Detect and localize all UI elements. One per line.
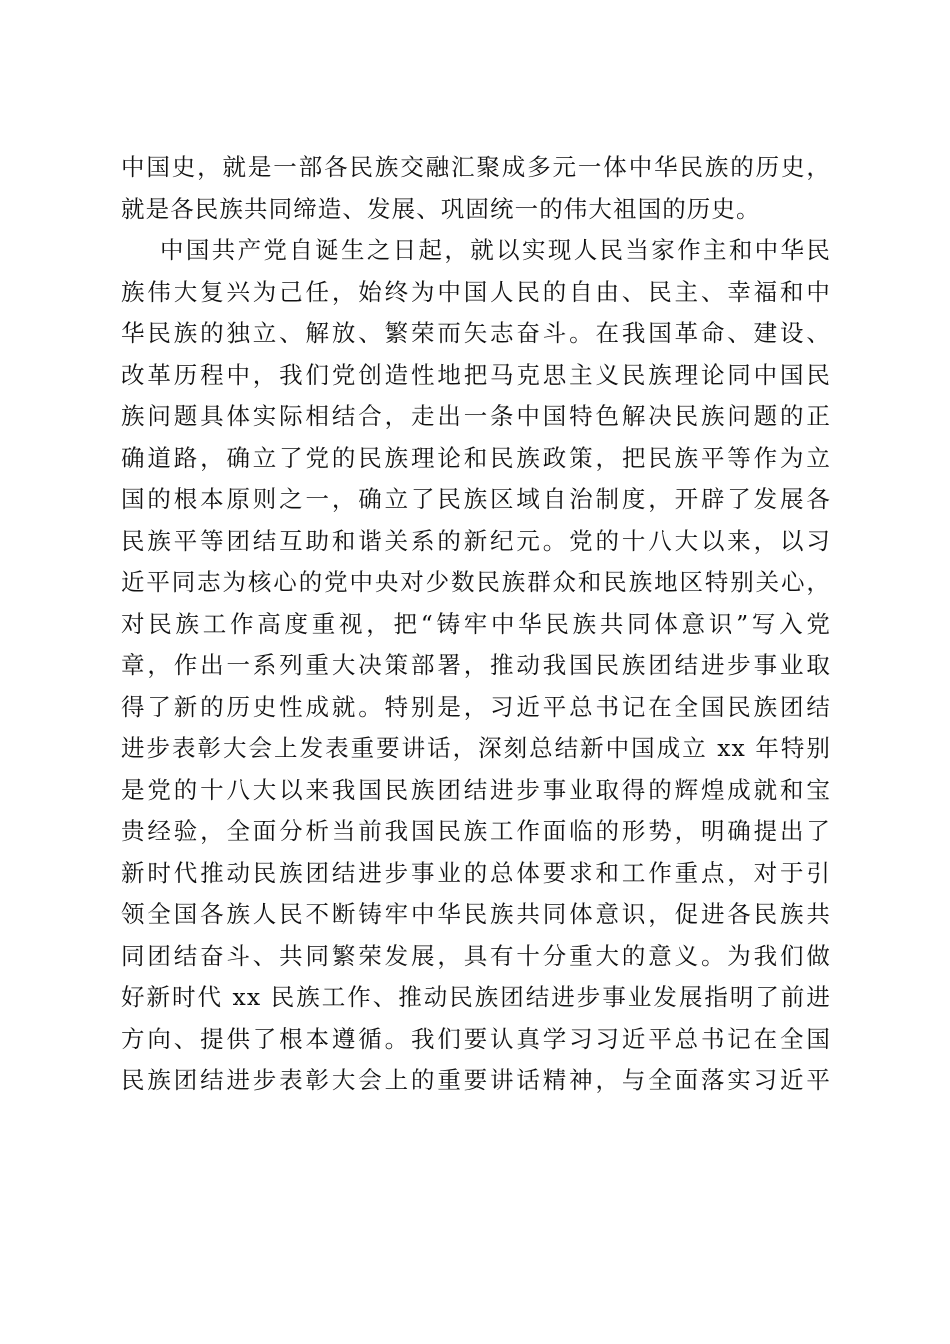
text-line: 族伟大复兴为己任，始终为中国人民的自由、民主、幸福和中 [121,277,831,306]
text-line: 对民族工作高度重视，把“铸牢中华民族共同体意识”写入党 [121,609,831,638]
text-line: 改革历程中，我们党创造性地把马克思主义民族理论同中国民 [121,360,831,389]
text-line: 进步表彰大会上发表重要讲话，深刻总结新中国成立 xx 年特别 [121,734,831,762]
text-line: 同团结奋斗、共同繁荣发展，具有十分重大的意义。为我们做 [121,941,831,970]
text-line: 好新时代 xx 民族工作、推动民族团结进步事业发展指明了前进 [121,983,831,1011]
text-line: 民族平等团结互助和谐关系的新纪元。党的十八大以来，以习 [121,526,831,555]
text-line: 贵经验，全面分析当前我国民族工作面临的形势，明确提出了 [121,817,831,845]
text-line: 国的根本原则之一，确立了民族区域自治制度，开辟了发展各 [121,485,831,513]
text-line: 族问题具体实际相结合，走出一条中国特色解决民族问题的正 [121,402,831,430]
text-line: 近平同志为核心的党中央对少数民族群众和民族地区特别关心， [121,568,831,596]
text-line: 章，作出一系列重大决策部署，推动我国民族团结进步事业取 [121,651,831,679]
text-line: 民族团结进步表彰大会上的重要讲话精神，与全面落实习近平 [121,1066,831,1094]
text-line: 领全国各族人民不断铸牢中华民族共同体意识，促进各民族共 [121,900,831,928]
text-line: 方向、提供了根本遵循。我们要认真学习习近平总书记在全国 [121,1024,831,1053]
text-line: 就是各民族共同缔造、发展、巩固统一的伟大祖国的历史。 [121,194,761,223]
text-line: 是党的十八大以来我国民族团结进步事业取得的辉煌成就和宝 [121,775,831,804]
body-text [121,147,831,1143]
text-line: 中国共产党自诞生之日起，就以实现人民当家作主和中华民 [160,236,831,264]
text-line: 新时代推动民族团结进步事业的总体要求和工作重点，对于引 [121,858,831,887]
text-line: 华民族的独立、解放、繁荣而矢志奋斗。在我国革命、建设、 [121,319,831,347]
text-line: 得了新的历史性成就。特别是，习近平总书记在全国民族团结 [121,692,831,721]
text-line: 中国史，就是一部各民族交融汇聚成多元一体中华民族的历史， [121,153,831,181]
text-line [121,1102,831,1144]
text-line: 确道路，确立了党的民族理论和民族政策，把民族平等作为立 [121,443,831,472]
